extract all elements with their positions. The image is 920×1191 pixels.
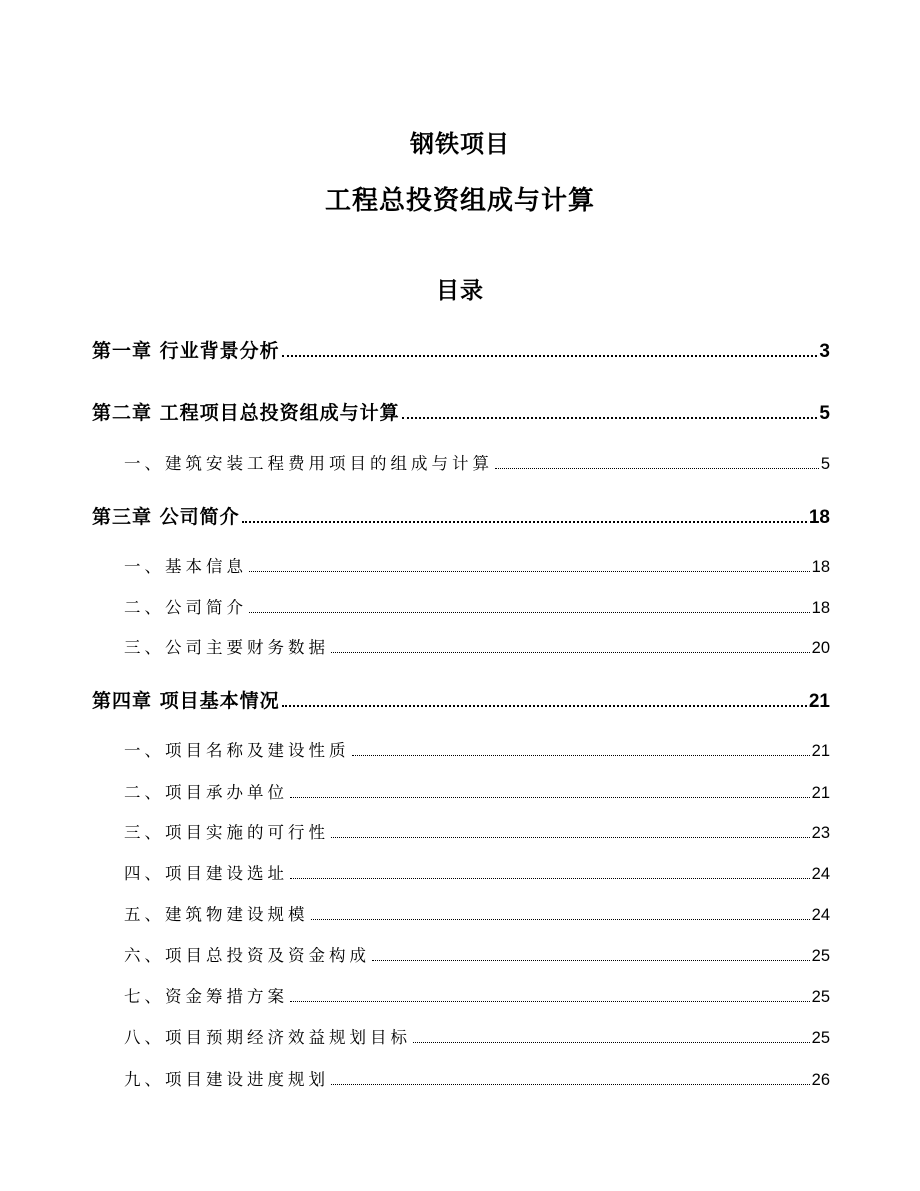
toc-section-entry[interactable]	[92, 634, 830, 658]
toc-entry-label: 二、项目承办单位	[124, 783, 288, 802]
toc-page-number: 21	[811, 784, 830, 802]
toc-page-number: 24	[811, 865, 830, 883]
toc-entry-label: 一、建筑安装工程费用项目的组成与计算	[124, 454, 493, 473]
dot-leader	[402, 417, 818, 419]
toc-page-number: 5	[819, 403, 830, 424]
toc-section-entry[interactable]	[92, 553, 830, 577]
toc-chapter-entry[interactable]	[92, 686, 830, 713]
dot-leader	[290, 797, 810, 798]
toc-chapter-entry[interactable]	[92, 398, 830, 425]
toc-page-number: 26	[811, 1071, 830, 1089]
toc-section-entry[interactable]	[92, 901, 830, 925]
toc-entry-label: 第一章 行业背景分析	[92, 340, 280, 362]
toc-section-entry[interactable]	[92, 450, 830, 474]
dot-leader	[282, 705, 807, 707]
toc-page-number: 18	[811, 558, 830, 576]
toc-entry-label: 第三章 公司简介	[92, 506, 240, 528]
toc-page-number: 25	[811, 1029, 830, 1047]
toc-entry-label: 六、项目总投资及资金构成	[124, 946, 370, 965]
document-subtitle: 工程总投资组成与计算	[324, 186, 595, 216]
toc-page-number: 24	[811, 906, 830, 924]
toc-entry-label: 二、公司简介	[124, 598, 247, 617]
dot-leader	[331, 1084, 810, 1085]
toc-page-number: 25	[811, 988, 830, 1006]
toc-page-number: 21	[811, 742, 830, 760]
toc-section-entry[interactable]	[92, 1066, 830, 1090]
toc-entry-label: 七、资金筹措方案	[124, 987, 288, 1006]
toc-section-entry[interactable]	[92, 860, 830, 884]
dot-leader	[290, 878, 810, 879]
toc-section-entry[interactable]	[92, 983, 830, 1007]
dot-leader	[290, 1001, 810, 1002]
toc-entry-label: 四、项目建设选址	[124, 864, 288, 883]
dot-leader	[242, 521, 807, 523]
toc-page-number: 25	[811, 947, 830, 965]
toc-page-number: 20	[811, 639, 830, 657]
toc-page-number: 18	[808, 507, 830, 528]
toc-entry-label: 三、项目实施的可行性	[124, 823, 329, 842]
toc-entry-label: 一、项目名称及建设性质	[124, 741, 350, 760]
dot-leader	[372, 960, 810, 961]
toc-page-number: 18	[811, 599, 830, 617]
toc-page-number: 5	[820, 455, 830, 473]
toc-page-number: 3	[819, 341, 830, 362]
dot-leader	[249, 612, 810, 613]
toc-entry-label: 第二章 工程项目总投资组成与计算	[92, 402, 400, 424]
dot-leader	[282, 355, 818, 357]
dot-leader	[352, 755, 810, 756]
toc-section-entry[interactable]	[92, 737, 830, 761]
toc-chapter-entry[interactable]	[92, 336, 830, 363]
toc-entry-label: 九、项目建设进度规划	[124, 1070, 329, 1089]
dot-leader	[331, 652, 810, 653]
dot-leader	[311, 919, 810, 920]
toc-section-entry[interactable]	[92, 942, 830, 966]
toc-section-entry[interactable]	[92, 819, 830, 843]
toc-entry-label: 三、公司主要财务数据	[124, 638, 329, 657]
toc-section-entry[interactable]	[92, 594, 830, 618]
dot-leader	[331, 837, 810, 838]
toc-page-number: 23	[811, 824, 830, 842]
toc-entry-label: 八、项目预期经济效益规划目标	[124, 1028, 411, 1047]
toc-page-number: 21	[808, 691, 830, 712]
dot-leader	[495, 468, 819, 469]
document-title: 钢铁项目	[410, 130, 510, 158]
dot-leader	[249, 571, 810, 572]
toc-entry-label: 五、建筑物建设规模	[124, 905, 309, 924]
toc-chapter-entry[interactable]	[92, 502, 830, 529]
toc-entry-label: 第四章 项目基本情况	[92, 690, 280, 712]
toc-entry-label: 一、基本信息	[124, 557, 247, 576]
toc-section-entry[interactable]	[92, 779, 830, 803]
toc-heading: 目录	[436, 278, 484, 304]
dot-leader	[413, 1042, 810, 1043]
toc-section-entry[interactable]	[92, 1024, 830, 1048]
